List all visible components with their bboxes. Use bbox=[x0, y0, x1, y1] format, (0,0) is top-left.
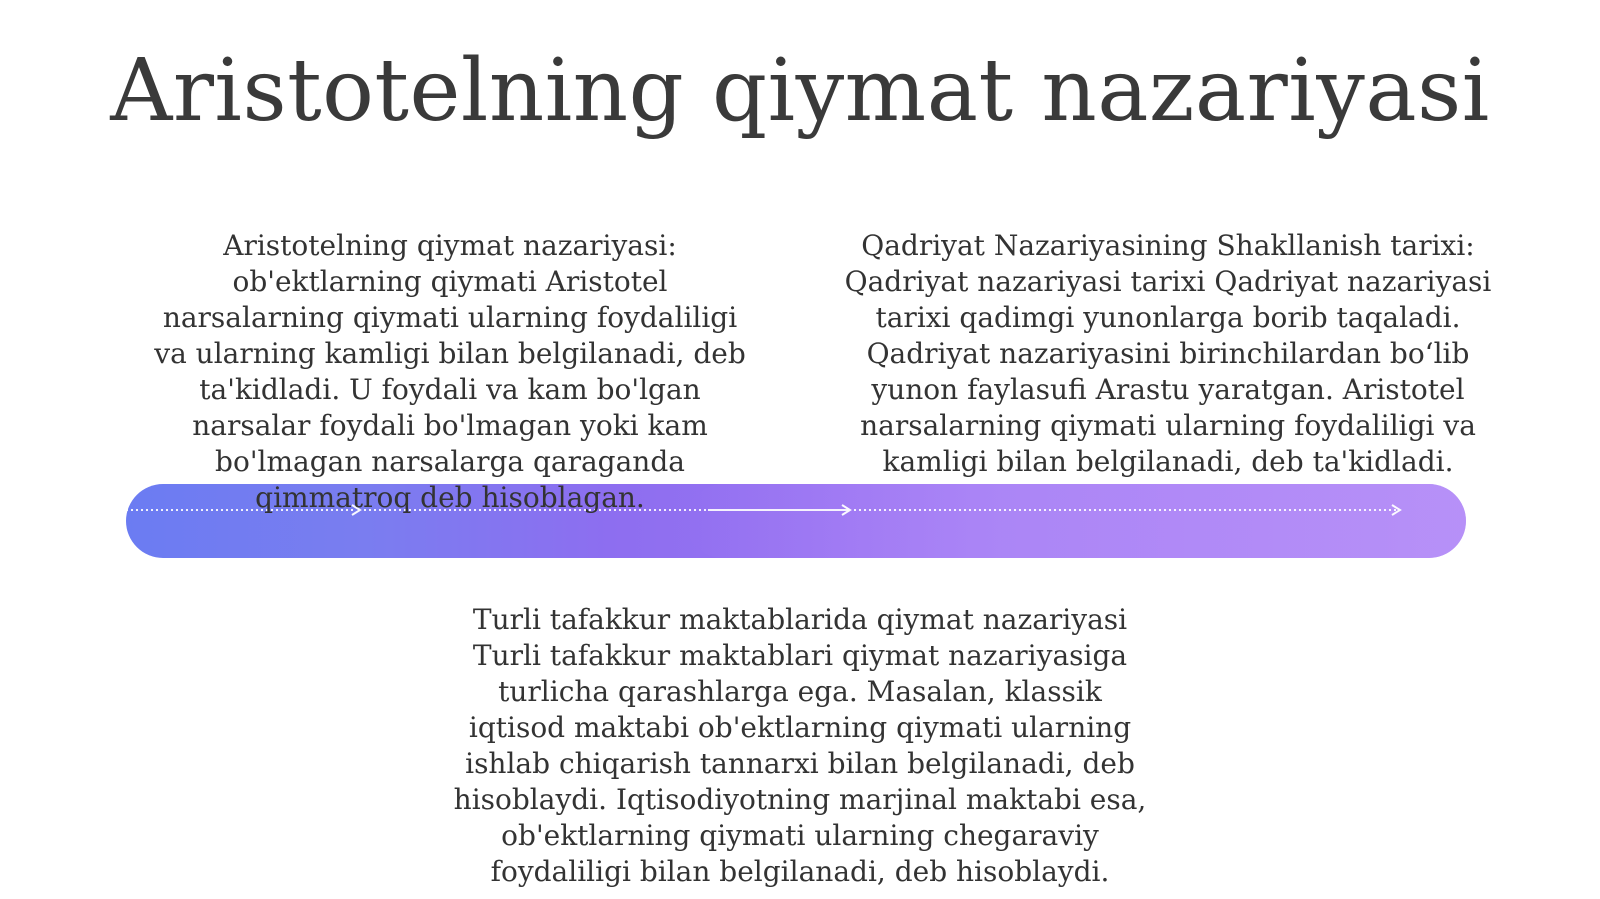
text-block-bottom: Turli tafakkur maktablarida qiymat nazariyasi Turli tafakkur maktablari qiymat nazariyasiga turlicha qarashlarga ega. Masalan, klassik iqtisod maktabi ob'ektlarning qiymati ularning ishlab chiqarish tannarxi bilan belgilanadi, deb hisoblaydi. Iqtisodiyotning marjinal maktabi esa, ob'ektlarning qiymati ularning chegaraviy foydaliligi bilan belgilanadi, deb hisoblaydi. bbox=[453, 603, 1147, 888]
text-block-left: Aristotelning qiymat nazariyasi: ob'ektlarning qiymati Aristotel narsalarning qiymati ularning foydaliligi va ularning kamligi bilan belgilanadi, deb ta'kidladi. U foydali va kam bo'lgan narsalar foydali bo'lmagan yoki kam bo'lmagan narsalarga qaraganda qimmatroq deb hisoblagan. bbox=[154, 229, 746, 514]
slide-title: Aristotelning qiymat nazariyasi bbox=[110, 41, 1490, 141]
text-block-right: Qadriyat Nazariyasining Shakllanish tarixi: Qadriyat nazariyasi tarixi Qadriyat nazariyasi tarixi qadimgi yunonlarga borib taqaladi. Qadriyat nazariyasini birinchilardan boʻlib yunon faylasufi Arastu yaratgan. Aristotel narsalarning qiymati ularning foydaliligi va kamligi bilan belgilanadi, deb ta'kidladi. bbox=[844, 229, 1492, 478]
